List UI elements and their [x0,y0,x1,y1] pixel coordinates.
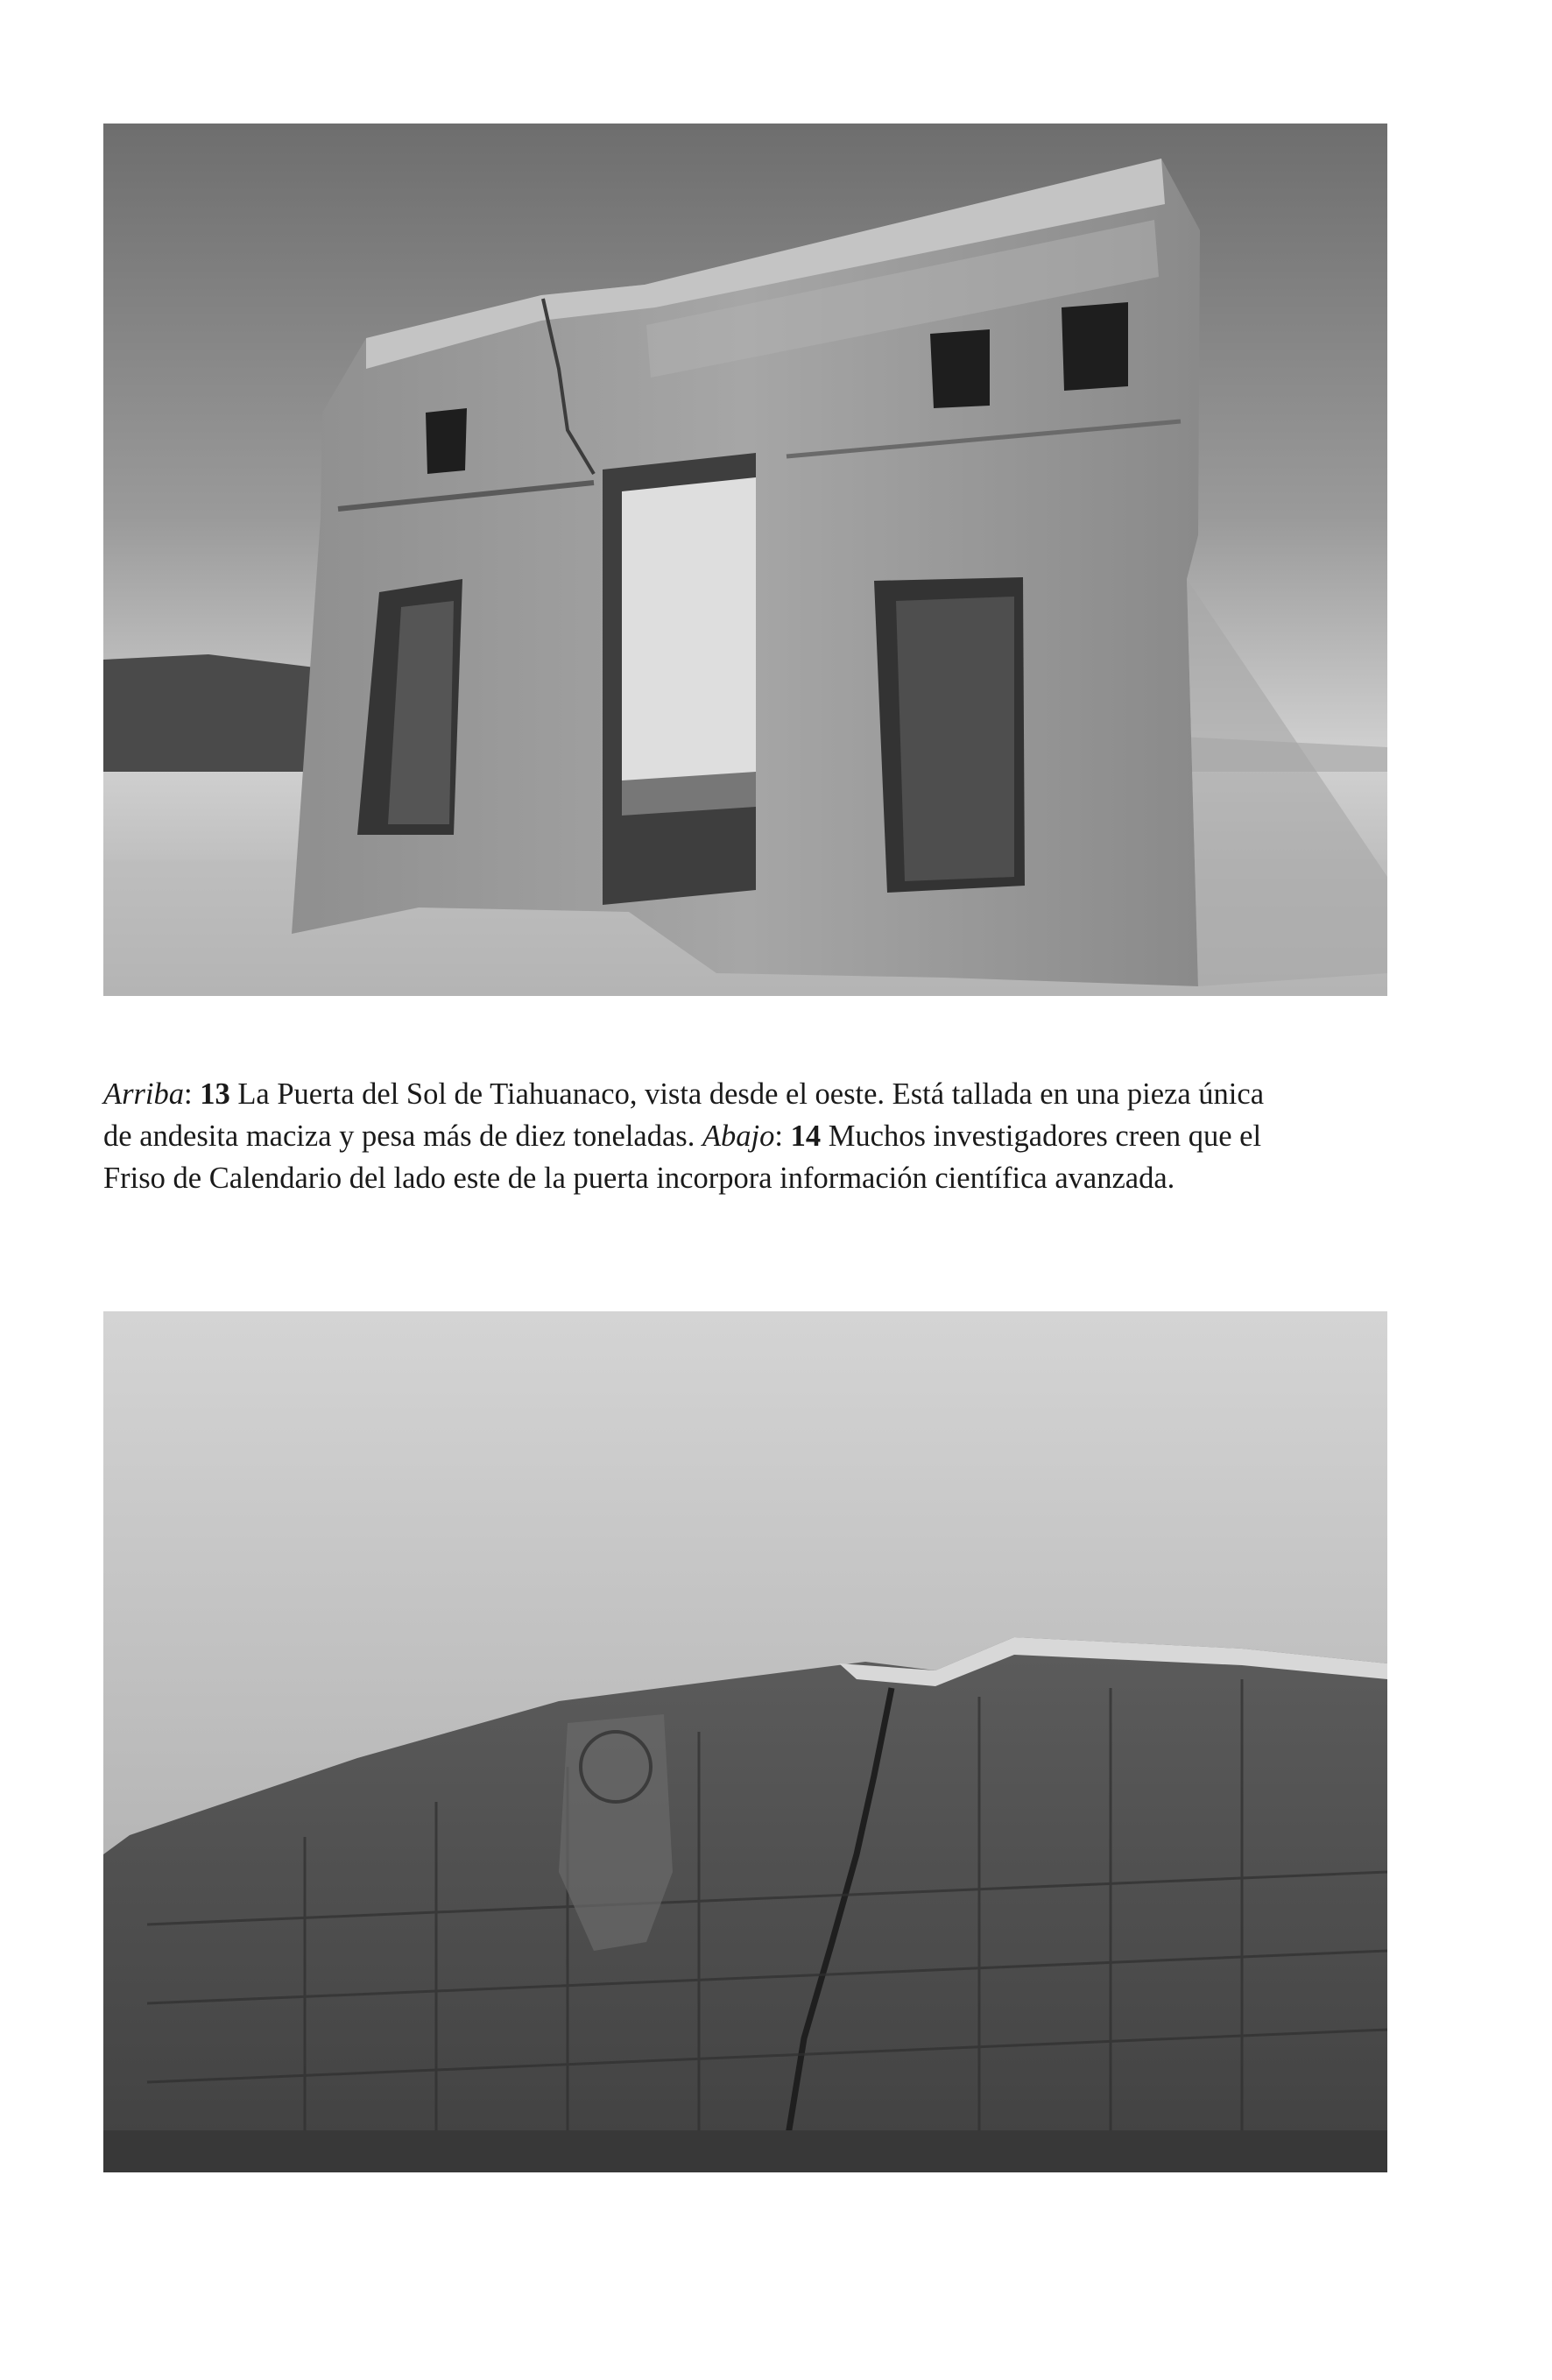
caption-line [103,1115,1387,1157]
caption-label-arriba: Arriba [103,1077,185,1111]
photo-calendar-frieze [103,1311,1387,2172]
photo-gate-of-the-sun [103,124,1387,996]
caption-text: Muchos investigadores creen que el [821,1119,1262,1153]
caption-line [103,1073,1387,1115]
figure-number-13: 13 [200,1077,230,1111]
caption-text: : [184,1077,201,1111]
photo-gate-of-the-sun-image [103,124,1387,996]
figure-number-14: 14 [790,1119,822,1153]
caption-text: Friso de Calendario del lado este de la puerta incorpora información científica avanzada. [103,1162,1175,1195]
caption-label-abajo: Abajo [702,1119,775,1153]
caption-text: de andesita maciza y pesa más de diez toneladas. [103,1119,702,1153]
caption-text: La Puerta del Sol de Tiahuanaco, vista desde el oeste. Está tallada en una pieza única [229,1077,1265,1111]
photo-calendar-frieze-image [103,1311,1387,2172]
figure-caption [103,1073,1387,1199]
caption-text: : [774,1119,791,1153]
caption-line [103,1157,1387,1199]
